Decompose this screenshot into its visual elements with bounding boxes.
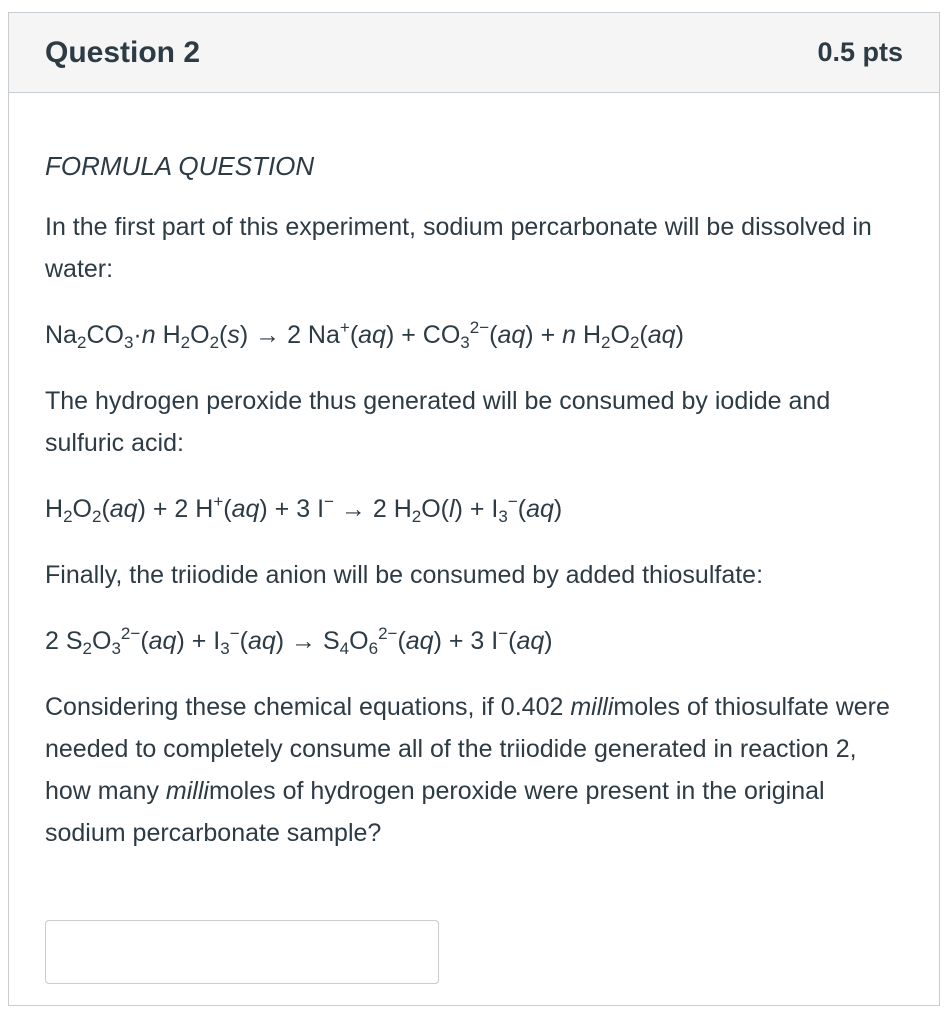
- equation-3: [45, 620, 903, 662]
- equation-1-text: $Na_2CO_3\cdot n$ $H_2O_2(s) \to 2$ $Na^+(aq) + CO_3^{2-}(aq) + n$ $H_2O_2(aq)$: [45, 318, 684, 352]
- equation-2-text: $H_2O_2(aq) + 2$ H+(aq) + 3 I− → 2 $H_2O(l) + I_3^-(aq)$: [45, 492, 563, 526]
- answer-input[interactable]: [45, 920, 439, 984]
- question-points: 0.5 pts: [817, 37, 903, 67]
- transition-paragraph-1: The hydrogen peroxide thus generated will be consumed by iodide and sulfuric acid:: [45, 387, 831, 457]
- question-header: [9, 13, 939, 93]
- question-body: [9, 93, 939, 984]
- intro-paragraph: In the first part of this experiment, sodium percarbonate will be dissolved in water:: [45, 213, 872, 283]
- equation-1: [45, 314, 903, 356]
- equation-3-text: 2 $S_2O_3^{2-}(aq) + I_3^-(aq) \to S_4O_6^{2-}(aq) + 3$ I−(aq): [45, 624, 553, 658]
- question-card: [8, 12, 940, 1006]
- question-heading: FORMULA QUESTION: [45, 151, 315, 181]
- transition-paragraph-2: Finally, the triiodide anion will be consumed by added thiosulfate:: [45, 561, 764, 589]
- question-paragraph: [45, 686, 903, 854]
- equation-2: [45, 488, 903, 530]
- question-title: Question 2: [45, 35, 201, 69]
- question-text: Considering these chemical equations, if 0.402 millimoles of thiosulfate were needed to completely consume all of the triiodide generated in reaction 2, how many millimoles of hydrogen peroxide were present in the original sodium percarbonate sample?: [45, 693, 890, 847]
